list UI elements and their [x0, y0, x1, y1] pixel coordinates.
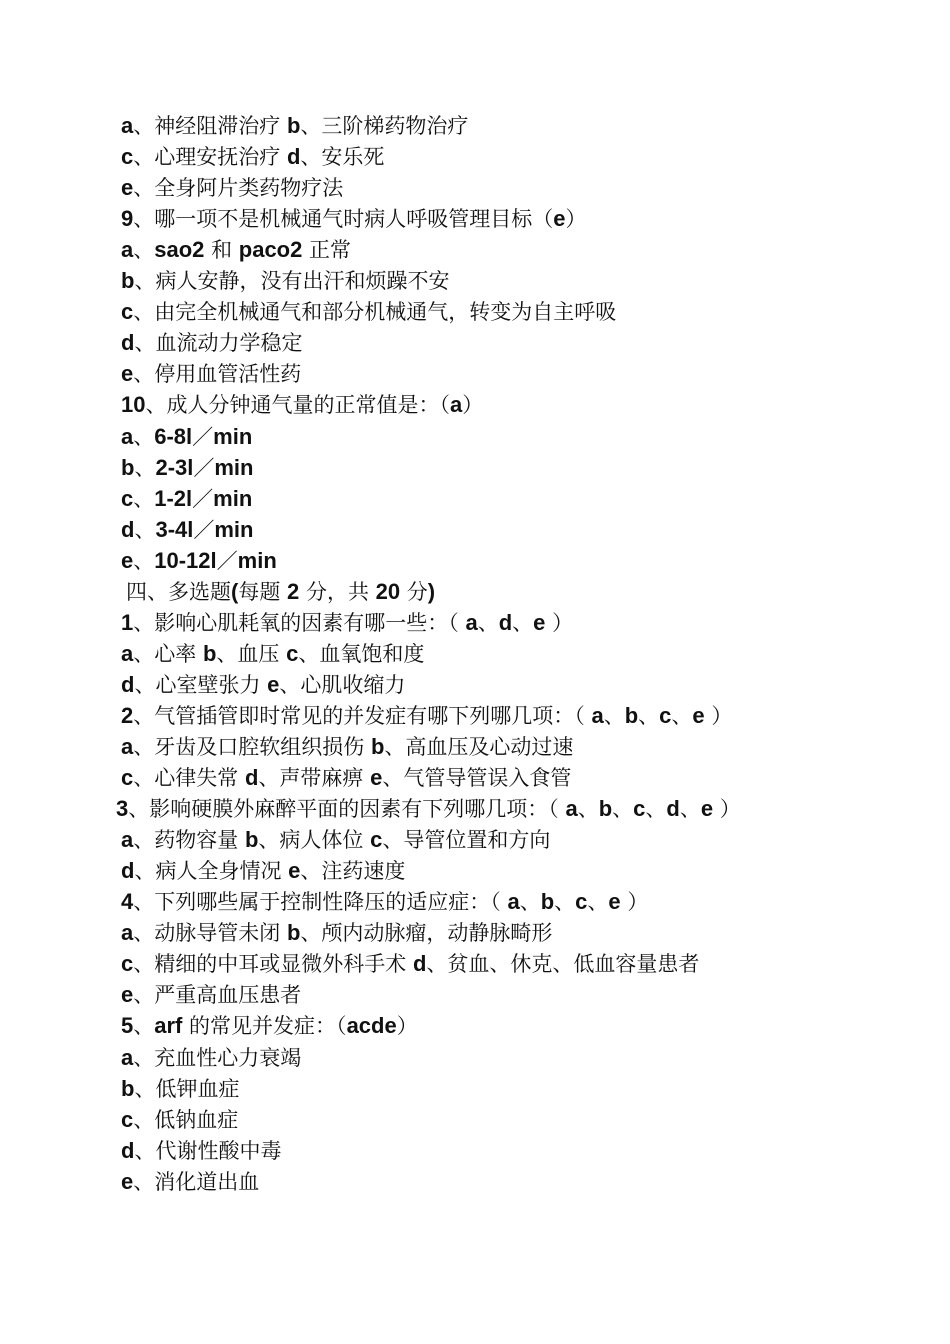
text-line	[121, 762, 571, 793]
text-segment: 分，共	[299, 580, 376, 604]
text-segment: ／	[193, 518, 215, 542]
bold-text: e	[267, 672, 280, 697]
text-line	[121, 669, 405, 700]
bold-text: sao2	[154, 237, 205, 262]
bold-text: b	[598, 796, 613, 821]
text-segment: ）	[565, 207, 587, 231]
text-segment: 、心律失常	[133, 766, 245, 790]
text-segment: 、由完全机械通气和部分机械通气，转变为自主呼吸	[133, 300, 617, 324]
bold-text: d	[286, 144, 301, 169]
text-segment: 、影响硬膜外麻醉平面的因素有下列哪几项：（	[128, 797, 566, 821]
bold-text: a	[507, 889, 520, 914]
bold-text: 2	[287, 579, 300, 604]
bold-text: a	[465, 610, 478, 635]
bold-text: d	[244, 765, 259, 790]
text-line	[121, 1073, 239, 1104]
text-segment: 、心室壁张力	[134, 673, 268, 697]
text-line	[121, 731, 573, 762]
text-segment: 、	[554, 890, 576, 914]
bold-text: b	[121, 268, 135, 293]
bold-text: e	[288, 858, 301, 883]
bold-text: c	[121, 1107, 134, 1132]
text-segment: 、	[603, 704, 625, 728]
text-segment: 、	[645, 797, 667, 821]
text-line	[121, 327, 302, 358]
bold-text: 9	[121, 206, 134, 231]
text-segment: 、血压	[216, 642, 287, 666]
text-line	[121, 265, 449, 296]
bold-text: c	[286, 641, 299, 666]
bold-text: e	[370, 765, 383, 790]
bold-text: c	[121, 486, 134, 511]
text-segment: 、	[638, 704, 660, 728]
bold-text: paco2	[238, 237, 303, 262]
text-line	[121, 452, 254, 483]
bold-text: min	[213, 486, 253, 511]
text-line	[121, 514, 254, 545]
text-line	[121, 1166, 259, 1197]
text-segment: 、下列哪些属于控制性降压的适应症：（	[133, 890, 508, 914]
text-segment: 、精细的中耳或显微外科手术	[133, 952, 413, 976]
bold-text: a	[121, 734, 134, 759]
text-line	[121, 1104, 238, 1135]
bold-text: 6-8l	[154, 424, 193, 449]
text-line	[121, 483, 252, 514]
bold-text: 10	[121, 392, 146, 417]
text-line	[126, 576, 435, 607]
text-line	[121, 607, 573, 638]
text-segment: 、停用血管活性药	[133, 362, 302, 386]
bold-text: e	[121, 548, 134, 573]
bold-text: min	[214, 455, 254, 480]
bold-text: c	[121, 144, 134, 169]
text-segment: 、病人全身情况	[134, 859, 289, 883]
bold-text: 2-3l	[155, 455, 194, 480]
text-segment: 、	[133, 487, 155, 511]
text-segment: ）	[545, 611, 574, 635]
bold-text: min	[237, 548, 277, 573]
bold-text: 1	[121, 610, 134, 635]
bold-text: 20	[375, 579, 401, 604]
text-segment: 、	[519, 890, 541, 914]
text-line	[116, 793, 741, 824]
text-segment: 、消化道出血	[133, 1170, 260, 1194]
text-segment: ）	[462, 393, 484, 417]
bold-text: b	[121, 455, 135, 480]
text-segment: 、	[512, 611, 534, 635]
bold-text: a	[565, 796, 578, 821]
text-segment: 、血氧饱和度	[298, 642, 425, 666]
text-segment: 、血流动力学稳定	[134, 331, 303, 355]
bold-text: )	[427, 579, 436, 604]
bold-text: c	[121, 299, 134, 324]
bold-text: d	[121, 517, 135, 542]
text-line	[121, 141, 384, 172]
text-line	[121, 234, 351, 265]
bold-text: 4	[121, 889, 134, 914]
text-line	[121, 358, 301, 389]
text-segment: 正常	[302, 238, 352, 262]
text-segment: 、	[133, 238, 155, 262]
text-line	[121, 172, 343, 203]
text-segment: 、	[671, 704, 693, 728]
text-segment: 、低钠血症	[133, 1108, 239, 1132]
text-segment: 、低钾血症	[134, 1077, 240, 1101]
bold-text: c	[633, 796, 646, 821]
bold-text: c	[121, 765, 134, 790]
bold-text: 2	[121, 703, 134, 728]
bold-text: d	[121, 330, 135, 355]
text-segment: 分	[400, 580, 428, 604]
text-segment: 四、多选题	[126, 580, 231, 604]
text-line	[121, 700, 732, 731]
bold-text: 5	[121, 1013, 134, 1038]
text-segment: 、	[133, 1014, 155, 1038]
text-segment: 、	[679, 797, 701, 821]
text-segment: 、高血压及心动过速	[384, 735, 574, 759]
bold-text: d	[412, 951, 427, 976]
text-segment: 、气管插管即时常见的并发症有哪下列哪几项：（	[133, 704, 592, 728]
text-segment: 、牙齿及口腔软组织损伤	[133, 735, 371, 759]
text-segment: 、全身阿片类药物疗法	[133, 176, 344, 200]
text-segment: 、	[134, 456, 156, 480]
text-segment: ）	[396, 1014, 418, 1038]
text-segment: 、病人体位	[258, 828, 371, 852]
text-segment: 、心率	[133, 642, 203, 666]
bold-text: b	[202, 641, 217, 666]
bold-text: b	[244, 827, 259, 852]
bold-text: e	[608, 889, 621, 914]
text-segment: 、充血性心力衰竭	[133, 1046, 302, 1070]
text-segment: 、气管导管误入食管	[382, 766, 572, 790]
text-line	[121, 1042, 301, 1073]
bold-text: b	[370, 734, 385, 759]
text-segment: 、三阶梯药物治疗	[300, 114, 469, 138]
text-segment: 、	[477, 611, 499, 635]
bold-text: b	[286, 113, 301, 138]
text-segment: 、	[577, 797, 599, 821]
text-segment: ）	[713, 797, 741, 821]
bold-text: arf	[154, 1013, 183, 1038]
bold-text: b	[121, 1076, 135, 1101]
text-segment: 、心肌收缩力	[279, 673, 406, 697]
text-segment: 、	[134, 518, 156, 542]
text-segment: 、注药速度	[300, 859, 406, 883]
bold-text: e	[692, 703, 705, 728]
text-segment: 、颅内动脉瘤，动静脉畸形	[300, 921, 553, 945]
text-line	[121, 110, 468, 141]
bold-text: 3-4l	[155, 517, 194, 542]
text-segment: 每题	[238, 580, 288, 604]
text-segment: 、安乐死	[300, 145, 385, 169]
text-line	[121, 979, 301, 1010]
bold-text: a	[121, 237, 134, 262]
bold-text: e	[121, 175, 134, 200]
text-segment: 、	[133, 425, 155, 449]
bold-text: c	[659, 703, 672, 728]
text-line	[121, 1135, 281, 1166]
text-line	[121, 389, 483, 420]
text-segment: ）	[704, 704, 733, 728]
bold-text: e	[533, 610, 546, 635]
bold-text: c	[575, 889, 588, 914]
bold-text: a	[121, 920, 134, 945]
text-segment: 、贫血、休克、低血容量患者	[426, 952, 700, 976]
text-segment: 、动脉导管未闭	[133, 921, 287, 945]
bold-text: d	[121, 672, 135, 697]
bold-text: min	[213, 424, 253, 449]
text-line	[121, 638, 424, 669]
bold-text: d	[121, 1138, 135, 1163]
text-segment: 、药物容量	[133, 828, 245, 852]
text-segment: 、导管位置和方向	[382, 828, 551, 852]
text-segment: 、心理安抚治疗	[133, 145, 287, 169]
text-segment: 、哪一项不是机械通气时病人呼吸管理目标（	[133, 207, 554, 231]
text-segment: ）	[620, 890, 649, 914]
bold-text: b	[624, 703, 639, 728]
text-line	[121, 421, 252, 452]
bold-text: a	[121, 1045, 134, 1070]
text-segment: ／	[192, 487, 214, 511]
text-segment: 、	[612, 797, 634, 821]
bold-text: min	[214, 517, 254, 542]
text-segment: 的常见并发症：（	[182, 1014, 347, 1038]
text-segment: 、病人安静，没有出汗和烦躁不安	[134, 269, 450, 293]
bold-text: e	[121, 982, 134, 1007]
text-segment: ／	[193, 456, 215, 480]
text-segment: ／	[216, 549, 238, 573]
bold-text: a	[121, 424, 134, 449]
bold-text: e	[121, 1169, 134, 1194]
bold-text: 1-2l	[154, 486, 193, 511]
bold-text: d	[666, 796, 680, 821]
text-segment: 和	[204, 238, 239, 262]
bold-text: 3	[116, 796, 129, 821]
bold-text: a	[121, 827, 134, 852]
bold-text: e	[121, 361, 134, 386]
text-segment: 、	[133, 549, 155, 573]
text-line	[121, 545, 277, 576]
text-segment: 、成人分钟通气量的正常值是：（	[145, 393, 450, 417]
text-segment: 、严重高血压患者	[133, 983, 302, 1007]
bold-text: acde	[346, 1013, 397, 1038]
text-segment: 、	[587, 890, 609, 914]
bold-text: a	[591, 703, 604, 728]
text-segment: 、神经阻滞治疗	[133, 114, 287, 138]
text-segment: 、影响心肌耗氧的因素有哪一些：（	[133, 611, 466, 635]
bold-text: 10-12l	[154, 548, 217, 573]
text-line	[121, 1010, 418, 1041]
text-line	[121, 886, 648, 917]
bold-text: a	[449, 392, 463, 417]
text-line	[121, 855, 405, 886]
bold-text: (	[231, 579, 239, 604]
text-segment: ／	[192, 425, 214, 449]
bold-text: c	[121, 951, 134, 976]
bold-text: d	[121, 858, 135, 883]
text-line	[121, 824, 550, 855]
text-line	[121, 917, 552, 948]
bold-text: d	[498, 610, 513, 635]
bold-text: c	[370, 827, 383, 852]
bold-text: b	[540, 889, 555, 914]
text-line	[121, 948, 699, 979]
bold-text: a	[121, 113, 134, 138]
text-segment: 、代谢性酸中毒	[134, 1139, 282, 1163]
bold-text: b	[286, 920, 301, 945]
bold-text: e	[553, 206, 566, 231]
bold-text: a	[121, 641, 134, 666]
text-line	[121, 203, 587, 234]
text-line	[121, 296, 616, 327]
text-segment: 、声带麻痹	[258, 766, 371, 790]
bold-text: e	[700, 796, 714, 821]
